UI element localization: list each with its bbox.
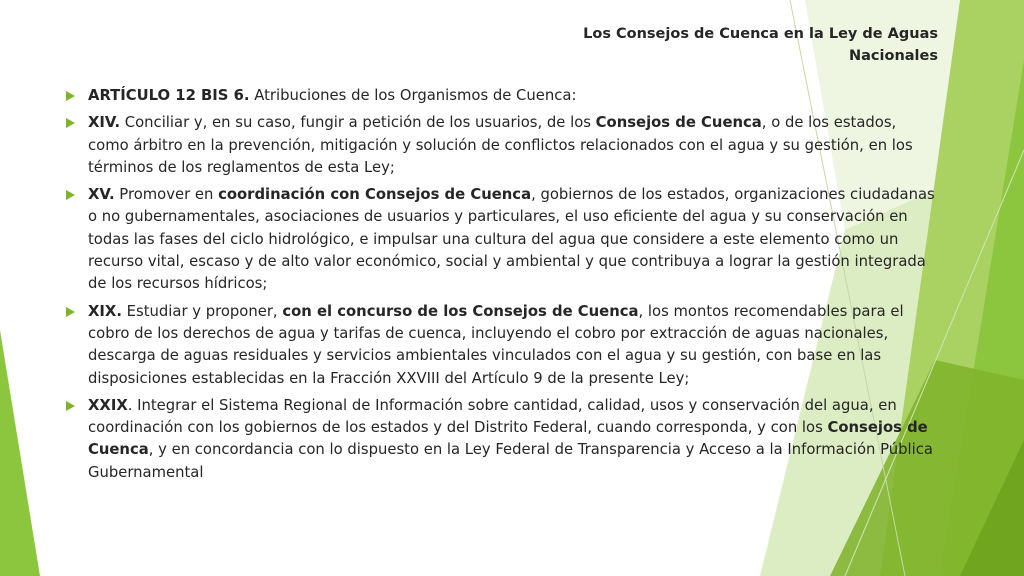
content-body [66,85,941,489]
paragraph-text: Estudiar y proponer, [121,302,283,320]
paragraph-text: , o de los estados, como árbitro en la prevención, mitigación y solución de conflictos relacionados con el agua y su gestión, en los términos de los reglamentos de esta Ley; [88,114,913,176]
paragraph [66,85,941,107]
bold-text: Consejos de Cuenca [88,419,928,459]
bold-text: ARTÍCULO 12 BIS 6. [88,87,250,104]
paragraph-text: Promover en [114,186,219,204]
bold-text: XIV. [88,114,121,132]
triangle-bullet-icon [66,401,75,411]
paragraph-text: Atribuciones de los Organismos de Cuenca: [249,87,577,104]
triangle-bullet-icon [66,118,75,128]
paragraph [66,112,941,179]
paragraph-text: Conciliar y, en su caso, fungir a petición de los usuarios, de los [120,114,596,132]
bold-text: XXIX [88,396,128,414]
paragraph-text: , gobiernos de los estados, organizaciones ciudadanas o no gubernamentales, asociaciones de usuarios y particulares, el uso eficiente del agua y su conservación en todas las fases del ciclo hidrológico, e impulsar una cultura del agua que considere a este elemento como un recurso vital, escaso y de alto valor económico, social y ambiental y que contribuya a lograr la gestión integrada de los recursos hídricos; [88,186,935,293]
bold-text: Consejos de Cuenca [595,114,762,132]
paragraph [66,395,941,484]
left-wedge-shape [0,330,40,576]
paragraph-text: , los montos recomendables para el cobro de los derechos de agua y tarifas de cuenca, incluyendo el cobro por extracción de aguas nacionales, descarga de aguas residuales y servicios ambientales vinculados con el agua y su gestión, con base en las disposiciones establecidas en la Fracción XXVIII del Artículo 9 de la presente Ley; [88,302,904,387]
paragraph-text: , y en concordancia con lo dispuesto en la Ley Federal de Transparencia y Acceso a la Información Pública Gubernamental [88,441,933,481]
paragraph [66,301,941,390]
bold-text: coordinación con Consejos de Cuenca [218,186,532,204]
paragraph-text: . Integrar el Sistema Regional de Información sobre cantidad, calidad, usos y conservación del agua, en coordinación con los gobiernos de los estados y del Distrito Federal, cuando corresponda, y con los [88,396,897,437]
bold-text: XIX. [88,302,122,320]
triangle-bullet-icon [66,307,75,317]
paragraph [66,184,941,295]
triangle-bullet-icon [66,91,75,101]
slide-title: Los Consejos de Cuenca en la Ley de Aguas Nacionales [583,26,938,64]
bold-text: con el concurso de los Consejos de Cuenca [282,302,639,320]
triangle-bullet-icon [66,190,75,200]
bold-text: XV. [88,186,115,204]
